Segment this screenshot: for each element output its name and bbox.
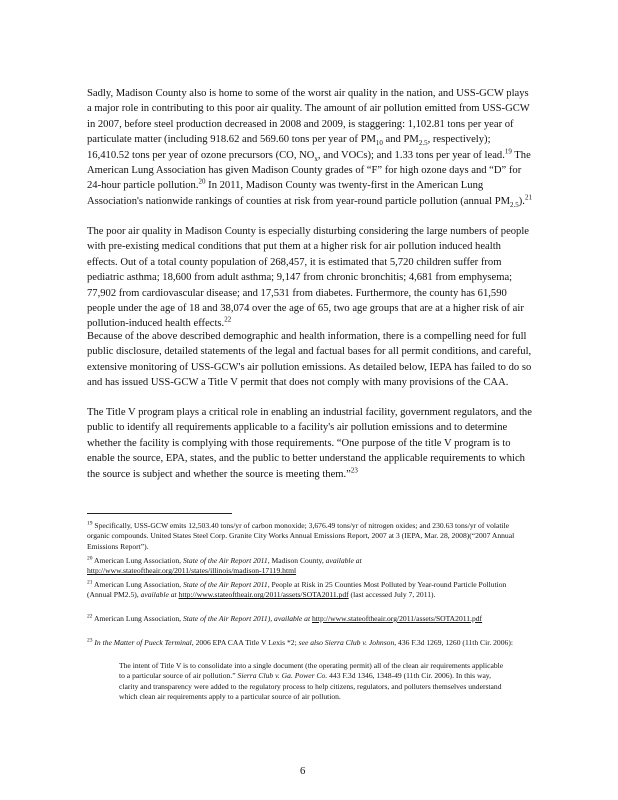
- footnote-number: 20: [87, 555, 93, 562]
- text: The Title V program plays a critical role in enabling an industrial facility, government regulators, and the public to identify all requirements applicable to a facility's air pollution emissions and to determine whether the facility is complying with those requirements. “One purpose of the title V program is to enable the source, EPA, states, and the public to better understand the applicable requirements to which the source is subject and whether the source is meeting them.”: [87, 407, 532, 480]
- paragraph-public-disclosure: [87, 329, 532, 391]
- footnote-19: [87, 521, 532, 552]
- footnote-text: , 436 F.3d 1269, 1260 (11th Cir. 2006):: [394, 638, 513, 647]
- footnote-23: [87, 638, 532, 648]
- footnote-number: 21: [87, 579, 93, 586]
- report-title: State of the Air Report 2011: [182, 556, 268, 565]
- paragraph-title-v-program: [87, 405, 532, 482]
- footnote-text: Specifically, USS-GCW emits 12,503.40 tons/yr of carbon monoxide; 3,676.49 tons/yr of nitrogen oxides; and 230.63 tons/yr of volatile organic compounds. United States Steel Corp. Granite City Works Annual Emissions Report, 2007 at 3 (IEPA, Mar. 28, 2008)(“2007 Annual Emissions Report”).: [87, 521, 515, 551]
- footnote-number: 22: [87, 613, 93, 620]
- report-title: State of the Air Report 2011), available at: [182, 614, 311, 623]
- footnote-link[interactable]: http://www.stateoftheair.org/2011/assets/SOTA2011.pdf: [312, 614, 483, 623]
- subscript: x: [314, 154, 318, 163]
- case-name: see also Sierra Club v. Johnson: [298, 638, 395, 647]
- text: Because of the above described demographic and health information, there is a compelling need for full public disclosure, detailed statements of the legal and factual bases for all permit conditions, and careful, extensive monitoring of USS-GCW's air pollution emissions. As detailed below, IEPA has failed to do so and has issued USS-GCW a Title V permit that does not comply with many provisions of the CAA.: [87, 331, 532, 389]
- quote-text: 443 F.3d 1346, 1348-49 (11th Cir. 2006). In this way, clarity and transparency were added to the regulatory process to help citizens, regulators, and polluters themselves understand which clean air requirements apply to a particular source of air pollution.: [119, 671, 502, 702]
- report-title: State of the Air Report 2011: [182, 580, 268, 589]
- paragraph-health-conditions: [87, 224, 532, 332]
- paragraph-air-quality: [87, 86, 532, 209]
- footnote-ref-22[interactable]: 22: [224, 315, 232, 324]
- footnote-22: [87, 614, 532, 624]
- text: and PM: [382, 134, 419, 146]
- case-name: Sierra Club v. Ga. Power Co.: [237, 671, 328, 681]
- available-at: available at: [325, 556, 362, 565]
- case-name: In the Matter of Pueck Terminal: [94, 638, 192, 647]
- subscript: 2.5: [510, 200, 519, 209]
- footnote-ref-23[interactable]: 23: [350, 466, 358, 475]
- footnote-20: [87, 556, 532, 577]
- footnote-link[interactable]: http://www.stateoftheair.org/2011/states/illinois/madison-17119.html: [87, 566, 297, 576]
- footnote-number: 19: [87, 520, 93, 527]
- footnote-text: , 2006 EPA CAA Title V Lexis *2;: [191, 638, 299, 647]
- text: , respectively); 16,410.52 tons per year of ozone precursors (CO, NO: [87, 134, 491, 161]
- text: , and VOCs); and 1.33 tons per year of lead.: [317, 149, 505, 161]
- footnote-text: American Lung Association,: [92, 556, 183, 565]
- footnote-text: American Lung Association,: [92, 580, 183, 589]
- footnote-ref-19[interactable]: 19: [504, 147, 512, 156]
- text: The poor air quality in Madison County is especially disturbing considering the large numbers of people with pre-existing medical conditions that put them at a higher risk for air pollution induced health effects. Out of a total county population of 268,457, it is estimated that 5,720 children suffer from pediatric asthma; 18,600 from adult asthma; 9,147 from chronic bronchitis; 4,681 from emphysema; 77,902 from cardiovascular disease; and 17,531 from diabetes. Furthermore, the county has 61,590 people under the age of 18 and 38,074 over the age of 65, two age groups that are at a higher risk of air pollution-induced health effects.: [87, 226, 530, 330]
- footnote-text: American Lung Association,: [92, 614, 183, 623]
- subscript: 2.5: [418, 139, 428, 148]
- footnote-text: , People at Risk in 25 Counties Most Polluted by Year-round Particle Pollution (Annual PM2.5),: [87, 580, 507, 600]
- text: The American Lung Association has given Madison County grades of “F” for high ozone days and “D” for 24-hour particle pollution.: [87, 149, 531, 192]
- text: Sadly, Madison County also is home to some of the worst air quality in the nation, and USS-GCW plays a major role in contributing to this poor air quality. The amount of air pollution emitted from USS-GCW in 2007, before steel production decreased in 2008 and 2009, is staggering: 1,102.81 tons per year of particulate matter (including 918.62 and 569.60 tons per year of PM: [87, 88, 530, 146]
- footnote-21: [87, 580, 532, 601]
- footnote-link[interactable]: http://www.stateoftheair.org/2011/assets/SOTA2011.pdf: [178, 590, 349, 600]
- subscript: 10: [375, 139, 383, 148]
- quote-text: The intent of Title V is to consolidate into a single document (the operating permit) all of the clean air requirements applicable to a particular source of air pollution.”: [119, 661, 504, 681]
- text: In 2011, Madison County was twenty-first in the American Lung Association's nationwide rankings of counties at risk from year-round particle pollution (annual PM: [87, 180, 510, 207]
- footnote-text: , Madison County,: [267, 556, 326, 565]
- footnote-text: (last accessed July 7, 2011).: [348, 590, 436, 600]
- page-number: 6: [300, 766, 306, 777]
- footnote-number: 23: [87, 637, 93, 644]
- footnote-ref-20[interactable]: 20: [198, 177, 206, 186]
- block-quote: [119, 661, 509, 703]
- text: ).: [518, 195, 525, 207]
- available-at: available at: [140, 590, 177, 600]
- footnote-divider: [87, 513, 232, 514]
- footnote-ref-21[interactable]: 21: [524, 193, 532, 202]
